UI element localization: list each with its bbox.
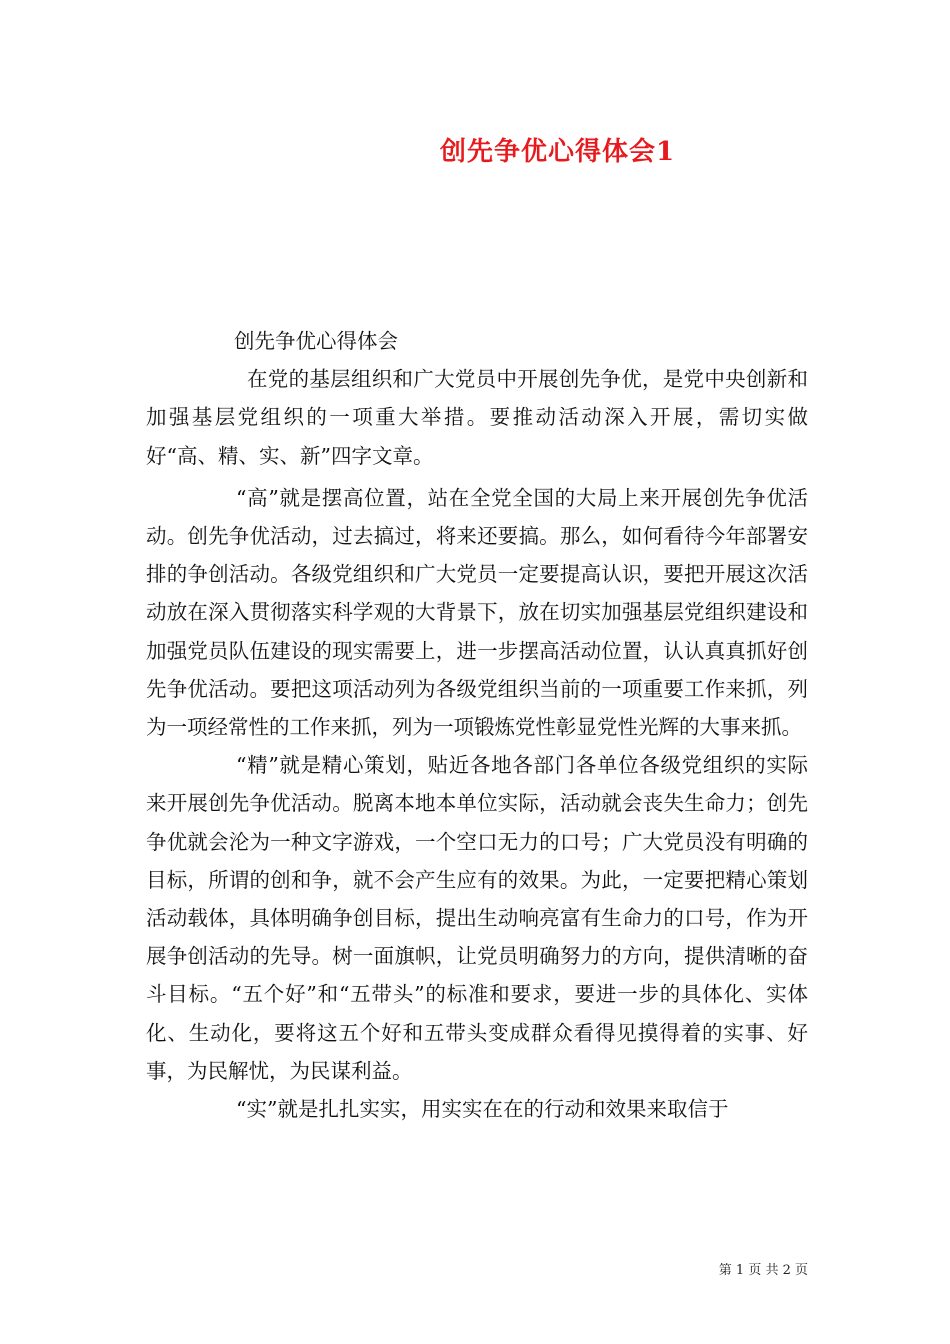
document-body [146, 322, 808, 1128]
paragraph-gao: “高”就是摆高位置，站在全党全国的大局上来开展创先争优活动。创先争优活动，过去搞过，将来还要搞。那么，如何看待今年部署安排的争创活动。各级党组织和广大党员一定要提高认识，要把开展这次活动放在深入贯彻落实科学观的大背景下，放在切实加强基层党组织建设和加强党员队伍建设的现实需要上，进一步摆高活动位置，认认真真抓好创先争优活动。要把这项活动列为各级党组织当前的一项重要工作来抓，列为一项经常性的工作来抓，列为一项锻炼党性彰显党性光辉的大事来抓。 [146, 485, 808, 740]
page-footer: 第 1 页 共 2 页 [718, 1263, 808, 1278]
document-title: 创先争优心得体会1 [439, 137, 676, 167]
document-subtitle: 创先争优心得体会 [234, 329, 398, 353]
paragraph-shi: “实”就是扎扎实实，用实实在在的行动和效果来取信于 [236, 1097, 729, 1122]
paragraph-intro: 在党的基层组织和广大党员中开展创先争优，是党中央创新和加强基层党组织的一项重大举措。要推动活动深入开展，需切实做好“高、精、实、新”四字文章。 [146, 367, 808, 468]
paragraph-jing: “精”就是精心策划，贴近各地各部门各单位各级党组织的实际来开展创先争优活动。脱离本地本单位实际，活动就会丧失生命力；创先争优就会沦为一种文字游戏，一个空口无力的口号；广大党员没有明确的目标，所谓的创和争，就不会产生应有的效果。为此，一定要把精心策划活动载体，具体明确争创目标，提出生动响亮富有生命力的口号，作为开展争创活动的先导。树一面旗帜，让党员明确努力的方向，提供清晰的奋斗目标。“五个好”和“五带头”的标准和要求，要进一步的具体化、实体化、生动化，要将这五个好和五带头变成群众看得见摸得着的实事、好事，为民解忧，为民谋利益。 [146, 753, 808, 1083]
